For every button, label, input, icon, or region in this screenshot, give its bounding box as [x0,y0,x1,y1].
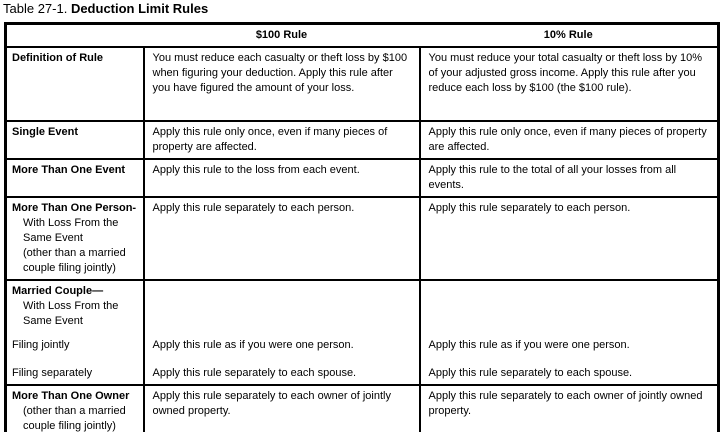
filing-separately-100-rule: Apply this rule separately to each spouse. [152,367,357,379]
deduction-limit-rules-table [4,22,720,432]
row-label-more-than-one-owner [6,385,144,432]
row-label-single-event [6,121,144,159]
table-row-more-than-one-event [6,159,719,197]
row-label-more-than-one-event [6,159,144,197]
row-label-text: More Than One Person- [12,202,137,214]
row-label-text: More Than One Owner [12,390,130,402]
table-row-more-than-one-person [6,197,719,280]
table-title-prefix: Table 27-1. [3,1,71,16]
cell-married-couple-10-rule [420,280,719,385]
cell-single-event-100-rule: Apply this rule only once, even if many pieces of property are affected. [144,121,420,159]
cell-more-than-one-owner-100-rule: Apply this rule separately to each owner of jointly owned property. [144,385,420,432]
column-header-10-rule: 10% Rule [420,24,719,48]
row-label-text: Definition of Rule [12,52,104,64]
table-row-single-event [6,121,719,159]
column-header-empty [6,24,144,48]
row-label-definition [6,47,144,121]
row-label-more-than-one-person [6,197,144,280]
row-label-subtext: couple filing jointly) [23,420,116,432]
table-row-definition [6,47,719,121]
filing-jointly-100-rule: Apply this rule as if you were one person. [152,339,354,351]
row-label-subtext: (other than a married [23,405,126,417]
cell-more-than-one-owner-10-rule: Apply this rule separately to each owner of jointly owned property. [420,385,719,432]
cell-more-than-one-event-100-rule: Apply this rule to the loss from each event. [144,159,420,197]
table-title-name: Deduction Limit Rules [70,1,209,16]
row-label-subtext: Same Event [23,315,83,327]
row-label-text: More Than One Event [12,164,126,176]
cell-single-event-10-rule: Apply this rule only once, even if many pieces of property are affected. [420,121,719,159]
table-row-more-than-one-owner [6,385,719,432]
row-label-married-couple [6,280,144,385]
cell-more-than-one-person-10-rule: Apply this rule separately to each person. [420,197,719,280]
row-label-subtext: With Loss From the [23,300,119,312]
cell-married-couple-100-rule [144,280,420,385]
row-label-text: Single Event [12,126,79,138]
cell-definition-100-rule: You must reduce each casualty or theft loss by $100 when figuring your deduction. Apply this rule after you have figured the amount of your loss. [144,47,420,121]
table-header-row [6,24,719,48]
filing-jointly-10-rule: Apply this rule as if you were one person. [428,339,630,351]
filing-jointly-label: Filing jointly [12,339,70,351]
row-label-subtext: (other than a married [23,247,126,259]
column-header-100-rule: $100 Rule [144,24,420,48]
filing-separately-label: Filing separately [12,367,93,379]
table-row-married-couple [6,280,719,385]
row-label-text: Married Couple— [12,285,104,297]
row-label-subtext: With Loss From the [23,217,119,229]
cell-definition-10-rule: You must reduce your total casualty or theft loss by 10% of your adjusted gross income. Apply this rule after you reduce each loss by $100 (the $100 rule). [420,47,719,121]
row-label-subtext: Same Event [23,232,83,244]
cell-more-than-one-event-10-rule: Apply this rule to the total of all your losses from all events. [420,159,719,197]
filing-separately-10-rule: Apply this rule separately to each spouse. [428,367,633,379]
row-label-subtext: couple filing jointly) [23,262,116,274]
cell-more-than-one-person-100-rule: Apply this rule separately to each person. [144,197,420,280]
table-title [3,1,208,16]
